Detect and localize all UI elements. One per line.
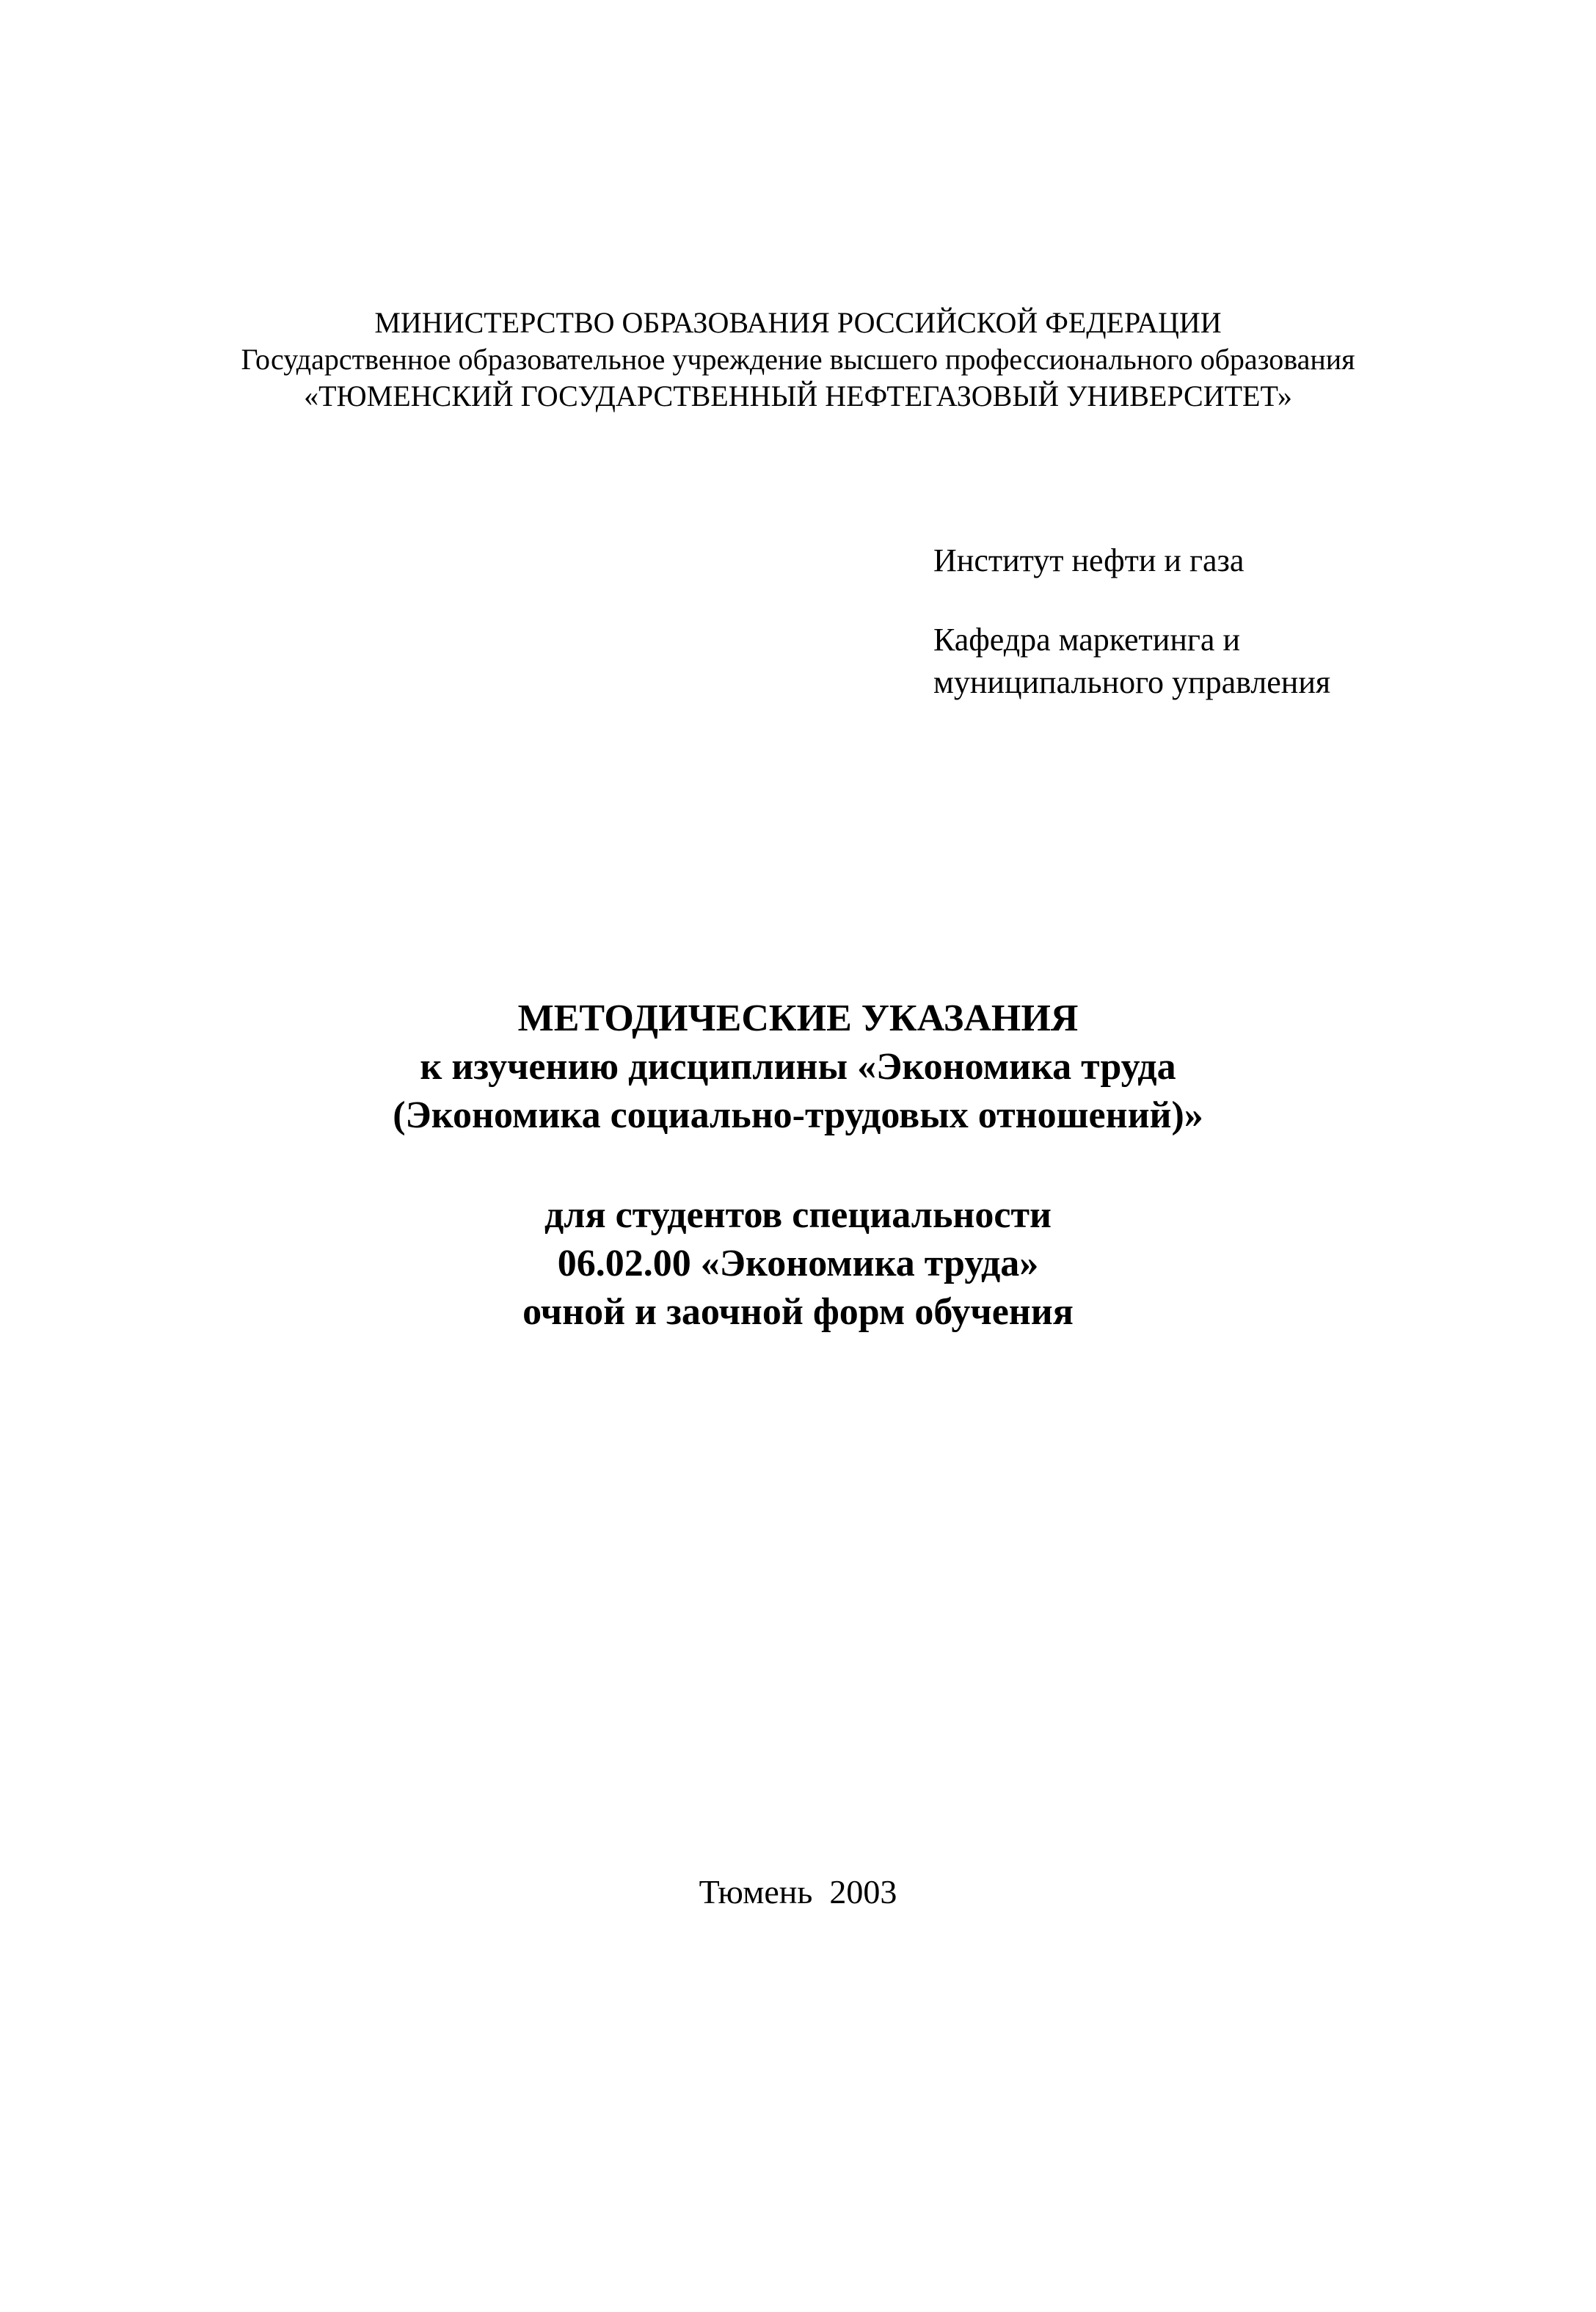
institute-name: Институт нефти и газа xyxy=(933,542,1245,578)
institution-type: Государственное образовательное учреждение высшего профессионального образования xyxy=(241,343,1355,376)
discipline-line2: (Экономика социально-трудовых отношений)» xyxy=(393,1094,1203,1136)
ministry-name: МИНИСТЕРСТВО ОБРАЗОВАНИЯ РОССИЙСКОЙ ФЕДЕРАЦИИ xyxy=(374,306,1222,339)
audience-line2: 06.02.00 «Экономика труда» xyxy=(557,1243,1039,1284)
chair-name xyxy=(933,619,1557,704)
audience-line1: для студентов специальности xyxy=(544,1194,1052,1236)
document-title-block xyxy=(0,995,1596,1337)
document-title: МЕТОДИЧЕСКИЕ УКАЗАНИЯ xyxy=(517,997,1079,1039)
university-name: «ТЮМЕНСКИЙ ГОСУДАРСТВЕННЫЙ НЕФТЕГАЗОВЫЙ УНИВЕРСИТЕТ» xyxy=(304,379,1292,412)
chair-name-line2: муниципального управления xyxy=(933,664,1331,700)
city-year: Тюмень 2003 xyxy=(699,1873,897,1911)
institution-header xyxy=(0,305,1596,415)
department-block xyxy=(933,539,1557,704)
discipline-line1: к изучению дисциплины «Экономика труда xyxy=(420,1046,1176,1088)
title-spacer xyxy=(0,1140,1596,1191)
audience-line3: очной и заочной форм обучения xyxy=(522,1291,1074,1333)
chair-name-line1: Кафедра маркетинга и xyxy=(933,622,1240,658)
